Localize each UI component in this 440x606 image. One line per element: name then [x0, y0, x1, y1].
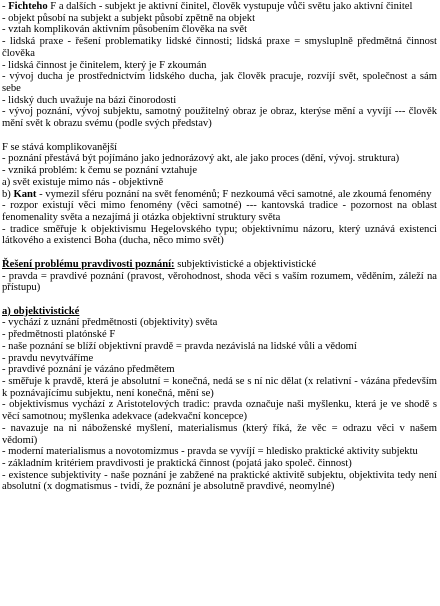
bold-term: Kant — [13, 188, 37, 200]
text-run: - vychází z uznání předmětnosti (objektivity) světa — [2, 317, 218, 329]
text-run: - rozpor existují věci mimo fenomény (věci samotné) --- kantovská tradice - pozornost na oblast fenomenality světa a nezajímá ji otázka objektivní struktury světa — [2, 200, 437, 223]
text-paragraph — [2, 224, 437, 247]
text-paragraph — [2, 13, 437, 25]
text-run: - existence subjektivity - naše poznání je zabžené na praktické aktivitě subjektu, objektivita tedy není absolutní (x dogmatismus - tvidí, že poznání je absolutně pravdivé, neomylné) — [2, 469, 437, 493]
text-run: subjektivistické a objektivistické — [174, 258, 317, 270]
text-paragraph — [2, 24, 437, 36]
text-paragraph — [2, 364, 437, 376]
paragraph-gap — [2, 130, 437, 142]
text-run: - tradice směřuje k objektivismu Hegelovského typu; objektivnímu názoru, který uznává existenci látkového a existenci Boha (ducha, něco mimo svět) — [2, 223, 437, 247]
text-paragraph — [2, 177, 437, 189]
text-run: - vymezil sféru poznání na svět fenoménů; F nezkoumá věci samotné, ale zkoumá fenomény — [36, 188, 432, 200]
text-run: - lidský duch uvažuje na bázi činorodosti — [2, 94, 177, 106]
text-paragraph — [2, 306, 437, 318]
text-run: - lidská činnost je činitelem, který je F zkoumán — [2, 59, 207, 71]
text-run: - poznání přestává být pojímáno jako jednorázový akt, ale jako proces (dění, vývoj. struktura) — [2, 153, 400, 165]
text-run: b) — [2, 188, 14, 200]
text-run: - — [2, 1, 9, 12]
text-run: - předmětnosti platónské F — [2, 329, 116, 341]
text-paragraph — [2, 376, 437, 399]
text-paragraph — [2, 36, 437, 59]
text-paragraph — [2, 142, 437, 154]
text-run: F a dalších - subjekt je aktivní činitel, člověk vystupuje vůči světu jako aktivní činitel — [47, 1, 413, 12]
text-paragraph — [2, 1, 437, 13]
text-run: - vzniká problém: k čemu se poznání vztahuje — [2, 165, 198, 177]
text-paragraph — [2, 470, 437, 493]
paragraph-gap — [2, 247, 437, 259]
text-paragraph — [2, 341, 437, 353]
text-paragraph — [2, 399, 437, 422]
text-paragraph — [2, 329, 437, 341]
underlined-heading-text: Řešení problému pravdivosti poznání: — [2, 258, 175, 270]
text-run: - pravda = pravdivé poznání (pravost, věrohodnost, shoda věci s vaším rozumem, věděním, záleží na přístupu) — [2, 270, 437, 294]
text-paragraph — [2, 271, 437, 294]
text-run: - směřuje k pravdě, která je absolutní = konečná, nedá se s ní nic dělat (x relativní - vázána především k poznávajícímu subjektu, není konečná, mění se) — [2, 376, 437, 399]
underlined-heading-text: a) objektivistické — [2, 305, 80, 317]
text-run: - moderní materialismus a novotomizmus - pravda se vyvíjí = hledisko praktické aktivity subjektu — [2, 446, 418, 458]
text-run: - vývoj ducha je prostřednictvím lidského ducha, jak člověk pracuje, rozvíjí svět, společnost a sám sebe — [2, 71, 437, 95]
text-run: - objekt působí na subjekt a subjekt působí zpětně na objekt — [2, 12, 256, 24]
text-run: - pravdu nevytváříme — [2, 352, 94, 364]
text-paragraph — [2, 189, 437, 201]
text-paragraph — [2, 165, 437, 177]
text-paragraph — [2, 153, 437, 165]
text-run: - navazuje na ni náboženské myšlení, materialismus (který říká, že věc = odrazu věci v našem vědomí) — [2, 422, 437, 446]
text-paragraph — [2, 106, 437, 129]
paragraph-gap — [2, 294, 437, 306]
text-paragraph — [2, 95, 437, 107]
text-run: - základním kritériem pravdivosti je praktická činnost (pojatá jako společ. činnost) — [2, 458, 352, 470]
text-run: - objektivismus vychází z Aristotelových tradic: pravda označuje naši myšlenku, která je ve shodě s věcí samotnou; myšlenka adekvace (adekvační koncepce) — [2, 399, 437, 423]
text-run: a) svět existuje mimo nás - objektivně — [2, 176, 164, 188]
bold-term: Fichteho — [8, 1, 48, 12]
text-paragraph — [2, 200, 437, 223]
text-run: - vývoj poznání, vývoj subjektu, samotný použitelný obraz je obraz, kterýse mění a vyvíjí --- člověk mění svět k obrazu svému (podle svých představ) — [2, 106, 437, 130]
text-paragraph — [2, 423, 437, 446]
text-paragraph — [2, 71, 437, 94]
text-paragraph — [2, 60, 437, 72]
text-paragraph — [2, 259, 437, 271]
text-run: - pravdivé poznání je vázáno předmětem — [2, 364, 175, 376]
text-run: F se stává komplikovanější — [2, 141, 118, 153]
text-paragraph — [2, 446, 437, 458]
text-paragraph — [2, 458, 437, 470]
text-paragraph — [2, 317, 437, 329]
text-run: - naše poznání se blíží objektivní pravdě = pravda nezávislá na lidské vůli a vědomí — [2, 340, 357, 352]
text-run: - vztah komplikován aktivním působením člověka na svět — [2, 24, 248, 36]
text-paragraph — [2, 353, 437, 365]
text-run: - lidská praxe - řešení problematiky lidské činnosti; lidská praxe = smysluplně předmětná činnost člověka — [2, 36, 437, 59]
